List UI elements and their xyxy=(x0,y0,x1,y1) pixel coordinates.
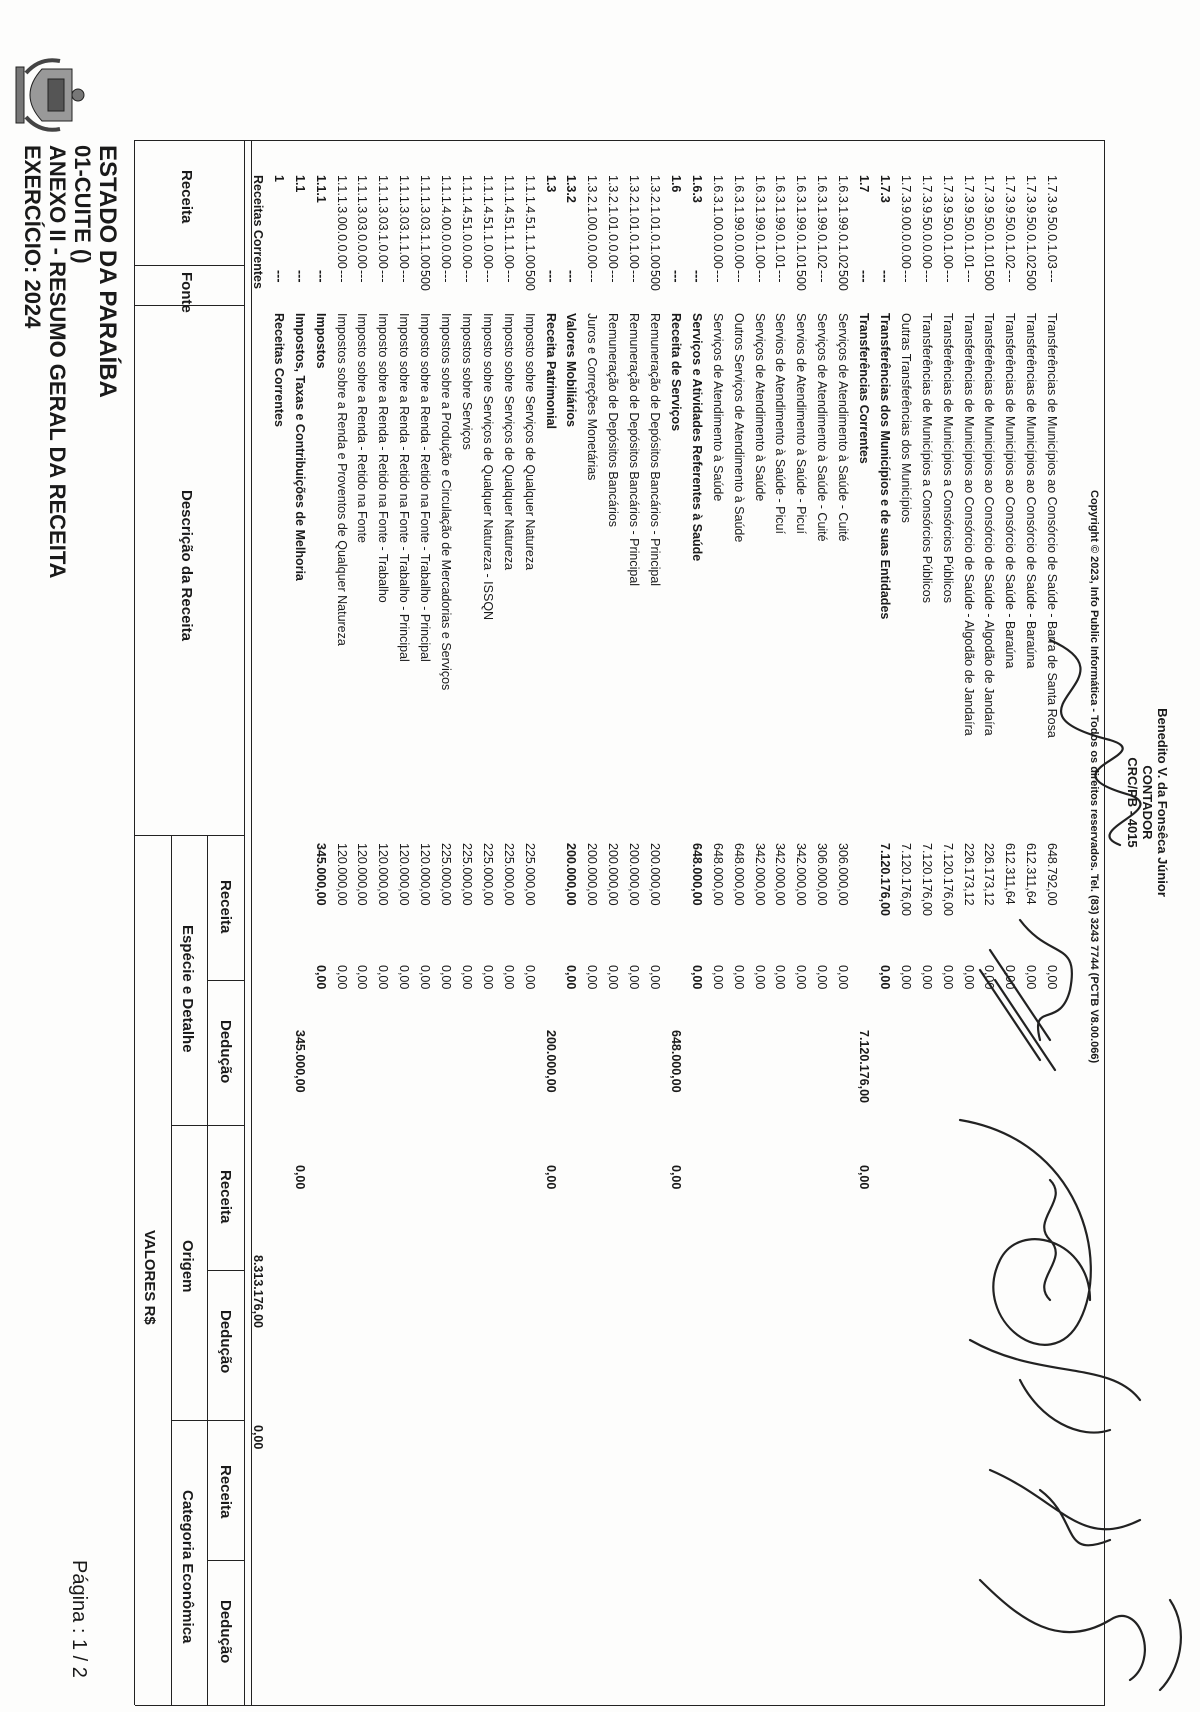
row-especie-receita: 200.000,00 xyxy=(627,843,642,906)
table-row xyxy=(814,175,829,1705)
row-description: Impostos sobre a Renda e Proventos de Qualquer Natureza xyxy=(334,313,349,646)
row-especie-deducao: 0,00 xyxy=(1045,965,1060,990)
row-code: 1.7 xyxy=(857,175,872,193)
row-fonte: --- xyxy=(480,270,495,283)
row-description: Impostos xyxy=(313,313,328,369)
row-especie-receita: 612.311,64 xyxy=(1024,843,1039,905)
row-especie-deducao: 0,00 xyxy=(397,965,412,990)
sub-header-receita-3: Receita xyxy=(217,1465,234,1519)
row-especie-deducao: 0,00 xyxy=(501,965,516,990)
table-row xyxy=(898,175,913,1705)
row-fonte: --- xyxy=(940,270,955,283)
row-fonte: 500 xyxy=(648,270,663,291)
row-description: Transferências de Municípios ao Consórcio de Saúde - Barra de Santa Rosa xyxy=(1045,313,1060,738)
row-especie-deducao: 0,00 xyxy=(418,965,433,990)
row-fonte: --- xyxy=(1003,270,1018,283)
row-description: Transferências de Municípios ao Consórcio de Saúde - Baraúna xyxy=(1024,313,1039,669)
row-description: Serviços de Atendimento à Saúde - Cuité xyxy=(836,313,851,542)
row-especie-deducao: 0,00 xyxy=(334,965,349,990)
row-especie-deducao: 0,00 xyxy=(460,965,474,990)
row-especie-deducao: 0,00 xyxy=(585,965,600,990)
row-especie-receita: 225.000,00 xyxy=(480,843,495,906)
row-fonte: --- xyxy=(334,270,349,283)
row-especie-receita: 120.000,00 xyxy=(355,843,370,906)
row-especie-receita: 226.173,12 xyxy=(982,843,997,906)
row-fonte: --- xyxy=(627,270,642,283)
sub-header-receita-2: Receita xyxy=(217,1170,234,1224)
row-especie-deducao: 0,00 xyxy=(606,965,621,990)
table-row xyxy=(919,175,934,1705)
row-origem-deducao: 0,00 xyxy=(292,1165,307,1190)
table-top-border xyxy=(134,140,135,1705)
row-fonte: --- xyxy=(313,270,328,283)
table-row xyxy=(271,175,286,1705)
col-header-receita: Receita xyxy=(178,170,195,224)
row-especie-deducao: 0,00 xyxy=(480,965,495,990)
row-description: Remuneração de Depósitos Bancários - Principal xyxy=(648,313,663,587)
row-fonte: --- xyxy=(271,270,286,283)
row-fonte: --- xyxy=(376,270,391,283)
row-code: 1.1.1.3.03.1.1.00 xyxy=(418,175,433,269)
row-especie-deducao: 0,00 xyxy=(564,965,579,990)
table-row xyxy=(501,175,516,1705)
row-code: 1.1.1.3.03.1.0.00 xyxy=(376,175,391,269)
row-code: 1.1.1.3.00.0.0.00 xyxy=(334,175,349,269)
row-description: Outros Serviços de Atendimento à Saúde xyxy=(731,313,746,543)
row-code: Receitas Correntes xyxy=(251,175,265,289)
table-row xyxy=(689,175,704,1705)
row-fonte: --- xyxy=(815,270,830,283)
row-especie-receita: 225.000,00 xyxy=(501,843,516,906)
row-especie-receita: 306.000,00 xyxy=(815,843,830,906)
row-code: 1.3.2.1.00.0.0.00 xyxy=(585,175,600,269)
row-description: Imposto sobre a Renda - Retido na Fonte - Trabalho - Principal xyxy=(418,313,433,662)
row-especie-receita: 225.000,00 xyxy=(460,843,474,906)
row-especie-deducao: 0,00 xyxy=(940,965,955,990)
row-especie-deducao: 0,00 xyxy=(919,965,934,990)
row-fonte: --- xyxy=(460,270,474,283)
row-origem-deducao: 0,00 xyxy=(669,1165,683,1190)
row-especie-deducao: 0,00 xyxy=(898,965,913,990)
row-especie-receita: 648.000,00 xyxy=(689,843,704,906)
row-fonte: --- xyxy=(752,270,767,283)
row-especie-receita: 342.000,00 xyxy=(752,843,767,906)
row-especie-receita: 200.000,00 xyxy=(606,843,621,906)
row-fonte: --- xyxy=(543,270,558,283)
row-description: Receita Patrimonial xyxy=(543,313,558,430)
row-especie-deducao: 0,00 xyxy=(439,965,454,990)
coat-of-arms-icon xyxy=(10,55,90,135)
row-especie-receita: 7.120.176,00 xyxy=(898,843,913,916)
table-row xyxy=(292,175,307,1705)
row-description: Receita de Serviços xyxy=(669,313,683,432)
table-row xyxy=(710,175,725,1705)
row-especie-receita: 648.000,00 xyxy=(731,843,746,906)
row-fonte: --- xyxy=(919,270,934,283)
table-row xyxy=(793,175,808,1705)
row-especie-receita: 612.311,64 xyxy=(1003,843,1018,905)
row-code: 1.6 xyxy=(669,175,683,193)
row-code: 1.7.3.9.50.0.1.01 xyxy=(961,175,976,269)
table-row xyxy=(752,175,767,1705)
row-description: Serviços de Atendimento à Saúde xyxy=(710,313,725,502)
table-row xyxy=(396,175,411,1705)
row-especie-receita: 225.000,00 xyxy=(439,843,454,906)
row-fonte: --- xyxy=(689,270,704,283)
row-code: 1.1.1 xyxy=(313,175,328,203)
row-especie-receita: 648.000,00 xyxy=(710,843,725,906)
row-categoria-deducao: 0,00 xyxy=(251,1425,265,1450)
table-row xyxy=(375,175,390,1705)
row-fonte: 500 xyxy=(836,270,851,291)
row-code: 1.6.3.1.00.0.0.00 xyxy=(710,175,725,269)
row-description: Serviços de Atendimento à Saúde - Cuité xyxy=(815,313,830,542)
row-fonte: --- xyxy=(669,270,683,283)
row-code: 1.7.3 xyxy=(878,175,892,203)
table-row xyxy=(647,175,662,1705)
state-title: ESTADO DA PARAÍBA xyxy=(94,145,121,398)
row-especie-deducao: 0,00 xyxy=(752,965,767,990)
sub-header-deducao-3: Dedução xyxy=(217,1600,234,1664)
row-fonte: --- xyxy=(355,270,370,283)
table-row xyxy=(877,175,892,1705)
exercise-year: EXERCÍCIO: 2024 xyxy=(20,145,45,329)
row-origem-deducao: 0,00 xyxy=(543,1165,558,1190)
row-code: 1.1.1.3.03.1.1.00 xyxy=(397,175,412,269)
row-fonte: --- xyxy=(710,270,725,283)
row-especie-deducao: 0,00 xyxy=(878,965,892,990)
row-code: 1.1.1.4.51.1.1.00 xyxy=(522,175,537,269)
row-code: 1.1.1.4.51.1.1.00 xyxy=(501,175,516,269)
row-description: Transferências de Municípios a Consórcios Públicos xyxy=(940,313,955,603)
table-row xyxy=(731,175,746,1705)
row-fonte: --- xyxy=(292,270,307,283)
row-description: Transferências Correntes xyxy=(857,313,872,464)
sub-header-receita-1: Receita xyxy=(217,880,234,934)
row-code: 1.1.1.4.51.0.0.00 xyxy=(460,175,474,269)
table-row xyxy=(334,175,349,1705)
row-code: 1.7.3.9.00.0.0.00 xyxy=(898,175,913,269)
row-especie-deducao: 0,00 xyxy=(794,965,809,990)
row-description: Remuneração de Depósitos Bancários xyxy=(606,313,621,528)
row-fonte: 500 xyxy=(1024,270,1039,291)
row-especie-receita: 345.000,00 xyxy=(313,843,328,906)
sub-divider-1 xyxy=(208,980,245,981)
table-row xyxy=(543,175,558,1705)
row-origem-receita: 7.120.176,00 xyxy=(857,1030,872,1103)
row-especie-receita: 342.000,00 xyxy=(794,843,809,906)
sub-header-deducao-1: Dedução xyxy=(217,1020,234,1084)
row-code: 1.6.3.1.99.0.1.02 xyxy=(815,175,830,269)
table-row xyxy=(480,175,495,1705)
table-row xyxy=(522,175,537,1705)
row-especie-deducao: 0,00 xyxy=(376,965,391,990)
row-especie-receita: 648.792,00 xyxy=(1045,843,1060,906)
row-fonte: --- xyxy=(961,270,976,283)
row-fonte: 500 xyxy=(982,270,997,291)
row-origem-receita: 345.000,00 xyxy=(292,1030,307,1093)
table-row xyxy=(355,175,370,1705)
table-row xyxy=(835,175,850,1705)
table-row xyxy=(605,175,620,1705)
row-fonte: --- xyxy=(878,270,892,283)
row-fonte: --- xyxy=(857,270,872,283)
table-row xyxy=(459,175,474,1705)
row-especie-receita: 7.120.176,00 xyxy=(919,843,934,916)
row-especie-receita: 200.000,00 xyxy=(585,843,600,906)
col-header-origem: Origem xyxy=(179,1240,196,1293)
accountant-stamp xyxy=(1125,690,1170,915)
row-especie-deducao: 0,00 xyxy=(961,965,976,990)
page-number: Página : 1 / 2 xyxy=(68,1560,90,1678)
row-especie-receita: 7.120.176,00 xyxy=(878,843,892,916)
row-description: Imposto sobre Serviços de Qualquer Natureza - ISSQN xyxy=(480,313,495,621)
row-description: Servios de Atendimento à Saúde - Picuí xyxy=(794,313,809,534)
row-code: 1.1 xyxy=(292,175,307,193)
row-especie-deducao: 0,00 xyxy=(982,965,997,990)
row-especie-receita: 342.000,00 xyxy=(773,843,788,906)
row-especie-receita: 225.000,00 xyxy=(522,843,537,906)
row-fonte: 500 xyxy=(794,270,809,291)
row-description: Serviços de Atendimento à Saúde xyxy=(752,313,767,502)
row-especie-deducao: 0,00 xyxy=(710,965,725,990)
row-fonte: --- xyxy=(564,270,579,283)
row-especie-receita: 120.000,00 xyxy=(334,843,349,906)
row-especie-deducao: 0,00 xyxy=(522,965,537,990)
row-especie-deducao: 0,00 xyxy=(627,965,642,990)
row-description: Transferências de Municípios ao Consórcio de Saúde - Algodão de Jandaíra xyxy=(961,313,976,736)
header-bottom-border xyxy=(244,140,245,1705)
row-fonte: --- xyxy=(898,270,913,283)
row-especie-deducao: 0,00 xyxy=(1024,965,1039,990)
row-description: Transferências de Municípios ao Consórcio de Saúde - Algodão de Jandaíra xyxy=(982,313,997,736)
row-especie-deducao: 0,00 xyxy=(731,965,746,990)
col-header-descricao: Descrição da Receita xyxy=(178,490,195,641)
row-description: Impostos sobre Serviços xyxy=(460,313,474,450)
row-description: Imposto sobre Serviços de Qualquer Natureza xyxy=(501,313,516,571)
row-code: 1 xyxy=(271,175,286,182)
row-description: Servios de Atendimento à Saúde - Picuí xyxy=(773,313,788,534)
row-especie-receita: 7.120.176,00 xyxy=(940,843,955,916)
row-description: Transferências de Municípios ao Consórcio de Saúde - Baraúna xyxy=(1003,313,1018,669)
row-code: 1.6.3.1.99.0.0.00 xyxy=(731,175,746,269)
row-description: Imposto sobre a Renda - Retido na Fonte - Trabalho xyxy=(376,313,391,603)
row-code: 1.3.2 xyxy=(564,175,579,203)
row-code: 1.3.2.1.01.0.1.00 xyxy=(648,175,663,269)
row-fonte: --- xyxy=(731,270,746,283)
table-row xyxy=(856,175,871,1705)
document-header xyxy=(20,145,120,579)
row-code: 1.7.3.9.50.0.0.00 xyxy=(919,175,934,269)
row-code: 1.7.3.9.50.0.1.02 xyxy=(1024,175,1039,269)
row-code: 1.7.3.9.50.0.1.00 xyxy=(940,175,955,269)
row-code: 1.3 xyxy=(543,175,558,193)
row-code: 1.1.1.4.51.1.0.00 xyxy=(480,175,495,269)
row-especie-deducao: 0,00 xyxy=(313,965,328,990)
row-code: 1.3.2.1.01.0.1.00 xyxy=(627,175,642,269)
row-fonte: --- xyxy=(585,270,600,283)
copyright-footer: Copyright © 2023, Info Public Informática - Todos os direitos reservados. Tel. (83) 3243 7744 (PCTB V8.00.066) xyxy=(1088,490,1100,1064)
col-header-valores: VALORES R$ xyxy=(141,1230,158,1325)
row-especie-deducao: 0,00 xyxy=(773,965,788,990)
table-left-border xyxy=(135,140,1105,141)
table-row xyxy=(250,175,265,1705)
row-code: 1.1.1.4.00.0.0.00 xyxy=(439,175,454,269)
stamp-crc: CRC/PB - 4015 xyxy=(1125,757,1140,848)
row-origem-receita: 648.000,00 xyxy=(669,1030,683,1093)
row-code: 1.7.3.9.50.0.1.03 xyxy=(1045,175,1060,269)
sub-header-deducao-2: Dedução xyxy=(217,1310,234,1374)
row-especie-deducao: 0,00 xyxy=(836,965,851,990)
table-row xyxy=(626,175,641,1705)
row-fonte: 500 xyxy=(418,270,433,291)
entity-title: 01-CUITE () xyxy=(70,145,95,264)
row-especie-receita: 120.000,00 xyxy=(418,843,433,906)
row-description: Impostos, Taxas e Contribuições de Melhoria xyxy=(292,313,307,581)
row-code: 1.6.3.1.99.0.1.01 xyxy=(773,175,788,269)
col-divider-categoria xyxy=(172,1420,245,1421)
row-fonte: --- xyxy=(606,270,621,283)
table-row xyxy=(417,175,432,1705)
row-especie-receita: 120.000,00 xyxy=(376,843,391,906)
table-row xyxy=(438,175,453,1705)
stamp-name: Benedito V. da Fonsêca Júnior xyxy=(1155,708,1170,897)
row-especie-receita: 200.000,00 xyxy=(648,843,663,906)
table-row xyxy=(668,175,683,1705)
table-row xyxy=(313,175,328,1705)
row-code: 1.7.3.9.50.0.1.02 xyxy=(1003,175,1018,269)
row-description: Imposto sobre Serviços de Qualquer Natureza xyxy=(522,313,537,571)
row-description: Transferências de Municípios a Consórcios Públicos xyxy=(919,313,934,603)
row-code: 1.6.3.1.99.0.1.01 xyxy=(794,175,809,269)
row-code: 1.1.1.3.03.0.0.00 xyxy=(355,175,370,269)
table-row xyxy=(773,175,788,1705)
row-categoria-receita: 8.313.176,00 xyxy=(251,1255,265,1328)
sub-divider-3 xyxy=(208,1560,245,1561)
row-fonte: --- xyxy=(439,270,454,283)
row-especie-receita: 200.000,00 xyxy=(564,843,579,906)
row-description: Transferências dos Municípios e de suas Entidades xyxy=(878,313,892,620)
col-divider-valores xyxy=(135,835,245,836)
row-code: 1.6.3 xyxy=(689,175,704,203)
row-especie-deducao: 0,00 xyxy=(648,965,663,990)
table-row xyxy=(584,175,599,1705)
row-fonte: 500 xyxy=(522,270,537,291)
row-description: Imposto sobre a Renda - Retido na Fonte - Trabalho - Principal xyxy=(397,313,412,662)
row-fonte: --- xyxy=(773,270,788,283)
row-origem-deducao: 0,00 xyxy=(857,1165,872,1190)
sub-divider-2 xyxy=(208,1270,245,1271)
row-description: Serviços e Atividades Referentes à Saúde xyxy=(689,313,704,562)
row-description: Valores Mobiliários xyxy=(564,313,579,427)
row-especie-deducao: 0,00 xyxy=(689,965,704,990)
row-especie-deducao: 0,00 xyxy=(1003,965,1018,990)
row-fonte: --- xyxy=(501,270,516,283)
col-header-fonte: Fonte xyxy=(178,272,195,313)
row-description: Juros e Correções Monetárias xyxy=(585,313,600,481)
row-especie-deducao: 0,00 xyxy=(355,965,370,990)
row-origem-receita: 200.000,00 xyxy=(543,1030,558,1093)
row-description: Imposto sobre a Renda - Retido na Fonte xyxy=(355,313,370,543)
row-fonte: --- xyxy=(397,270,412,283)
col-divider-origem xyxy=(172,1125,245,1126)
row-code: 1.6.3.1.99.0.1.00 xyxy=(752,175,767,269)
row-code: 1.6.3.1.99.0.1.02 xyxy=(836,175,851,269)
stamp-role: CONTADOR xyxy=(1140,765,1155,840)
row-description: Impostos sobre a Produção e Circulação de Mercadorias e Serviços xyxy=(439,313,454,691)
report-title: ANEXO II - RESUMO GERAL DA RECEITA xyxy=(45,145,70,579)
row-especie-receita: 120.000,00 xyxy=(397,843,412,906)
valores-divider xyxy=(171,835,172,1705)
row-description: Remuneração de Depósitos Bancários - Principal xyxy=(627,313,642,587)
row-especie-receita: 306.000,00 xyxy=(836,843,851,906)
row-code: 1.3.2.1.01.0.0.00 xyxy=(606,175,621,269)
row-description: Outras Transferências dos Municípios xyxy=(898,313,913,523)
row-fonte: --- xyxy=(1045,270,1060,283)
row-especie-receita: 226.173,12 xyxy=(961,843,976,906)
col-divider-fonte xyxy=(135,265,245,266)
row-code: 1.7.3.9.50.0.1.01 xyxy=(982,175,997,269)
col-header-categoria: Categoria Econômica xyxy=(179,1490,196,1644)
col-header-especie: Espécie e Detalhe xyxy=(179,925,196,1053)
row-description: Receitas Correntes xyxy=(271,313,286,427)
row-especie-deducao: 0,00 xyxy=(815,965,830,990)
table-row xyxy=(564,175,579,1705)
